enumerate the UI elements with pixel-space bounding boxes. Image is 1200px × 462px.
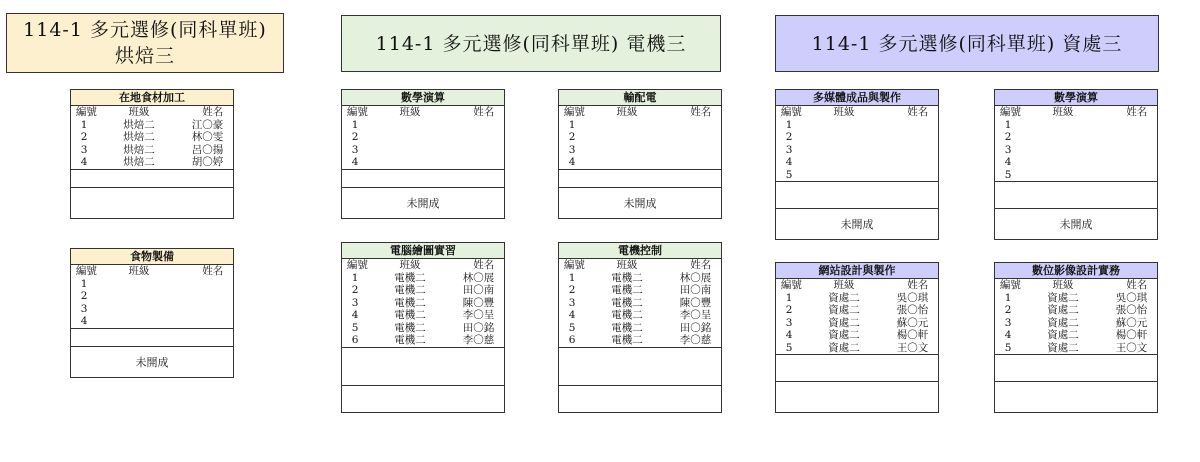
row-student bbox=[1095, 119, 1157, 132]
table-row bbox=[559, 272, 721, 285]
row-student: 張〇怡 bbox=[1115, 304, 1148, 316]
status-note bbox=[71, 187, 233, 218]
table-row bbox=[559, 144, 721, 157]
col-number: 編號 bbox=[999, 106, 1021, 118]
row-student bbox=[659, 119, 721, 132]
row-student bbox=[1095, 131, 1157, 144]
row-student bbox=[876, 169, 938, 182]
row-number: 4 bbox=[342, 156, 378, 169]
table-row bbox=[342, 297, 504, 310]
row-class bbox=[595, 131, 660, 144]
status-note bbox=[559, 385, 721, 412]
row-class: 電機二 bbox=[394, 309, 426, 321]
row-class: 電機二 bbox=[394, 271, 426, 284]
table-row bbox=[776, 329, 938, 342]
row-student bbox=[876, 144, 938, 157]
col-name: 姓名 bbox=[907, 279, 929, 291]
row-number: 2 bbox=[1004, 304, 1012, 316]
col-number: 編號 bbox=[75, 265, 97, 277]
table-row bbox=[71, 131, 233, 144]
header-baking bbox=[6, 13, 284, 73]
course-title: 電機控制 bbox=[559, 243, 721, 259]
row-student: 林〇雯 bbox=[191, 131, 224, 143]
row-number: 4 bbox=[1004, 329, 1012, 341]
row-number: 4 bbox=[559, 156, 595, 169]
status-note: 未開成 bbox=[995, 208, 1157, 239]
table-row bbox=[342, 322, 504, 335]
col-name: 姓名 bbox=[690, 259, 712, 271]
table-row bbox=[995, 169, 1157, 182]
row-student: 田〇銘 bbox=[462, 321, 495, 334]
header-baking-line1: 114-1 多元選修(同科單班) bbox=[23, 19, 267, 41]
col-class: 班級 bbox=[833, 106, 855, 118]
status-note bbox=[776, 381, 938, 412]
row-student bbox=[442, 156, 504, 169]
row-class bbox=[812, 144, 877, 157]
status-note: 未開成 bbox=[71, 346, 233, 377]
course-title: 數位影像設計實務 bbox=[995, 263, 1157, 279]
status-note: 未開成 bbox=[776, 208, 938, 239]
table-row bbox=[71, 278, 233, 291]
table-row bbox=[995, 329, 1157, 342]
row-student bbox=[442, 119, 504, 132]
table-row bbox=[342, 284, 504, 297]
row-student: 田〇銘 bbox=[679, 321, 712, 334]
row-number: 1 bbox=[80, 277, 88, 290]
row-student bbox=[1095, 169, 1157, 182]
row-number: 3 bbox=[1004, 143, 1012, 156]
row-student: 張〇怡 bbox=[896, 304, 929, 316]
table-row bbox=[71, 156, 233, 169]
row-class: 電機二 bbox=[611, 296, 643, 309]
course-card-food-prep bbox=[70, 248, 234, 378]
roster-table bbox=[559, 106, 721, 170]
course-card-el-math bbox=[341, 89, 505, 219]
status-note bbox=[342, 385, 504, 412]
row-class: 資處二 bbox=[828, 329, 860, 341]
row-number: 2 bbox=[80, 290, 88, 302]
table-row bbox=[342, 131, 504, 144]
table-row bbox=[995, 342, 1157, 355]
course-title: 輸配電 bbox=[559, 90, 721, 106]
row-number: 5 bbox=[995, 169, 1031, 182]
row-class bbox=[812, 156, 877, 169]
row-student bbox=[1095, 156, 1157, 169]
table-row bbox=[776, 144, 938, 157]
row-class bbox=[1031, 156, 1096, 169]
row-student: 李〇呈 bbox=[679, 309, 712, 321]
row-class bbox=[107, 303, 172, 316]
course-card-multimedia bbox=[775, 89, 939, 240]
col-name: 姓名 bbox=[202, 106, 224, 118]
row-student bbox=[442, 144, 504, 157]
row-student bbox=[659, 156, 721, 169]
col-class: 班級 bbox=[128, 106, 150, 118]
row-class: 資處二 bbox=[828, 304, 860, 316]
row-number: 1 bbox=[80, 118, 88, 131]
roster-table bbox=[559, 259, 721, 348]
row-number: 3 bbox=[351, 296, 359, 309]
row-number: 1 bbox=[785, 291, 793, 304]
course-title: 電腦繪圖實習 bbox=[342, 243, 504, 259]
row-student bbox=[1095, 144, 1157, 157]
row-class bbox=[1031, 119, 1096, 132]
row-number: 3 bbox=[80, 143, 88, 156]
row-student: 陳〇豐 bbox=[679, 296, 712, 309]
course-card-local-ingredients bbox=[70, 89, 234, 219]
row-number: 4 bbox=[351, 309, 359, 321]
row-number: 5 bbox=[351, 321, 359, 334]
row-student: 楊〇軒 bbox=[896, 329, 929, 341]
row-number: 6 bbox=[559, 334, 595, 347]
table-row bbox=[776, 292, 938, 305]
table-row bbox=[559, 284, 721, 297]
table-row bbox=[995, 317, 1157, 330]
roster-header-row bbox=[71, 265, 233, 278]
table-row bbox=[995, 304, 1157, 317]
row-class: 資處二 bbox=[828, 291, 860, 304]
table-row bbox=[342, 272, 504, 285]
table-row bbox=[71, 290, 233, 303]
header-electrical-title: 114-1 多元選修(同科單班) 電機三 bbox=[375, 32, 687, 55]
table-row bbox=[342, 309, 504, 322]
row-student: 李〇慈 bbox=[442, 334, 504, 347]
table-row bbox=[559, 131, 721, 144]
col-class: 班級 bbox=[399, 259, 421, 271]
row-class: 資處二 bbox=[828, 316, 860, 329]
row-class: 電機二 bbox=[595, 334, 660, 347]
status-note: 未開成 bbox=[342, 187, 504, 218]
row-number: 2 bbox=[351, 284, 359, 296]
row-number: 2 bbox=[80, 131, 88, 143]
row-class bbox=[1031, 144, 1096, 157]
col-name: 姓名 bbox=[1126, 279, 1148, 291]
col-name: 姓名 bbox=[473, 106, 495, 118]
row-number: 2 bbox=[785, 304, 793, 316]
row-student bbox=[171, 303, 233, 316]
roster-header-row bbox=[559, 106, 721, 119]
row-number: 5 bbox=[995, 342, 1031, 355]
table-row bbox=[71, 119, 233, 132]
row-class: 電機二 bbox=[611, 309, 643, 321]
row-class bbox=[107, 290, 172, 303]
row-class: 烘焙二 bbox=[107, 156, 172, 169]
course-title: 數學演算 bbox=[342, 90, 504, 106]
row-number: 3 bbox=[351, 143, 359, 156]
table-row bbox=[776, 131, 938, 144]
course-title: 在地食材加工 bbox=[71, 90, 233, 106]
row-student: 田〇南 bbox=[462, 284, 495, 296]
roster-header-row bbox=[995, 279, 1157, 292]
row-class bbox=[812, 119, 877, 132]
col-class: 班級 bbox=[616, 259, 638, 271]
row-class: 資處二 bbox=[1047, 329, 1079, 341]
course-title: 食物製備 bbox=[71, 249, 233, 265]
table-row bbox=[776, 156, 938, 169]
row-number: 3 bbox=[785, 143, 793, 156]
row-number: 1 bbox=[1004, 291, 1012, 304]
col-number: 編號 bbox=[563, 259, 585, 271]
roster-table bbox=[342, 259, 504, 348]
row-class: 烘焙二 bbox=[123, 131, 155, 143]
course-card-motor-control bbox=[558, 242, 722, 413]
row-class: 電機二 bbox=[394, 284, 426, 296]
row-class: 烘焙二 bbox=[123, 143, 155, 156]
row-student bbox=[659, 144, 721, 157]
roster-table bbox=[776, 279, 938, 355]
status-note bbox=[995, 381, 1157, 412]
row-number: 2 bbox=[568, 131, 576, 143]
course-card-web-design bbox=[775, 262, 939, 413]
roster-header-row bbox=[559, 259, 721, 272]
col-class: 班級 bbox=[1052, 106, 1074, 118]
col-class: 班級 bbox=[833, 279, 855, 291]
row-number: 1 bbox=[351, 118, 359, 131]
row-student: 王〇文 bbox=[876, 342, 938, 355]
roster-header-row bbox=[342, 259, 504, 272]
course-card-power-distribution bbox=[558, 89, 722, 219]
table-row bbox=[995, 119, 1157, 132]
col-name: 姓名 bbox=[202, 265, 224, 277]
row-number: 1 bbox=[568, 118, 576, 131]
row-class: 烘焙二 bbox=[123, 118, 155, 131]
row-number: 4 bbox=[785, 329, 793, 341]
row-class bbox=[107, 278, 172, 291]
row-number: 1 bbox=[1004, 118, 1012, 131]
row-class bbox=[595, 119, 660, 132]
table-row bbox=[342, 144, 504, 157]
table-row bbox=[342, 334, 504, 347]
row-class: 資處二 bbox=[1047, 316, 1079, 329]
table-row bbox=[559, 322, 721, 335]
table-row bbox=[559, 297, 721, 310]
table-row bbox=[776, 169, 938, 182]
row-student: 吳〇琪 bbox=[1115, 291, 1148, 304]
row-class bbox=[1031, 169, 1096, 182]
row-class bbox=[378, 119, 443, 132]
row-class: 資處二 bbox=[1047, 291, 1079, 304]
row-number: 1 bbox=[568, 271, 576, 284]
row-student bbox=[171, 278, 233, 291]
row-class bbox=[812, 131, 877, 144]
row-number: 5 bbox=[568, 321, 576, 334]
table-row bbox=[71, 303, 233, 316]
roster-header-row bbox=[71, 106, 233, 119]
row-class bbox=[595, 144, 660, 157]
row-student bbox=[171, 290, 233, 303]
col-number: 編號 bbox=[563, 106, 585, 118]
row-student: 林〇展 bbox=[462, 271, 495, 284]
table-row bbox=[71, 144, 233, 157]
table-row bbox=[342, 156, 504, 169]
row-number: 2 bbox=[785, 131, 793, 143]
table-row bbox=[342, 119, 504, 132]
row-class: 電機二 bbox=[611, 321, 643, 334]
col-number: 編號 bbox=[346, 106, 368, 118]
status-note: 未開成 bbox=[559, 187, 721, 218]
row-student: 田〇南 bbox=[679, 284, 712, 296]
col-name: 姓名 bbox=[907, 106, 929, 118]
col-number: 編號 bbox=[780, 279, 802, 291]
row-number: 2 bbox=[568, 284, 576, 296]
table-row bbox=[776, 317, 938, 330]
header-data-processing bbox=[775, 15, 1159, 72]
course-title: 網站設計與製作 bbox=[776, 263, 938, 279]
col-name: 姓名 bbox=[1126, 106, 1148, 118]
row-class bbox=[107, 315, 172, 328]
table-row bbox=[776, 119, 938, 132]
col-name: 姓名 bbox=[473, 259, 495, 271]
roster-table bbox=[995, 279, 1157, 355]
row-class bbox=[1031, 131, 1096, 144]
row-student bbox=[171, 315, 233, 328]
row-number: 1 bbox=[351, 271, 359, 284]
row-class bbox=[378, 156, 443, 169]
row-number: 3 bbox=[785, 316, 793, 329]
row-class: 電機二 bbox=[611, 284, 643, 296]
row-student: 林〇展 bbox=[679, 271, 712, 284]
roster-header-row bbox=[342, 106, 504, 119]
row-number: 3 bbox=[568, 143, 576, 156]
table-row bbox=[776, 304, 938, 317]
table-row bbox=[559, 156, 721, 169]
row-class: 電機二 bbox=[378, 334, 443, 347]
row-student: 蘇〇元 bbox=[896, 316, 929, 329]
table-row bbox=[995, 144, 1157, 157]
row-student: 李〇慈 bbox=[659, 334, 721, 347]
row-student: 江〇豪 bbox=[191, 118, 224, 131]
col-number: 編號 bbox=[75, 106, 97, 118]
row-student: 楊〇軒 bbox=[1115, 329, 1148, 341]
row-student bbox=[876, 131, 938, 144]
col-number: 編號 bbox=[780, 106, 802, 118]
table-row bbox=[559, 334, 721, 347]
col-name: 姓名 bbox=[690, 106, 712, 118]
row-student: 呂〇揚 bbox=[191, 143, 224, 156]
course-card-computer-drawing bbox=[341, 242, 505, 413]
row-student bbox=[659, 131, 721, 144]
roster-table bbox=[776, 106, 938, 182]
table-row bbox=[995, 131, 1157, 144]
roster-header-row bbox=[776, 279, 938, 292]
table-row bbox=[995, 292, 1157, 305]
header-baking-line2: 烘焙三 bbox=[114, 45, 175, 67]
row-class: 資處二 bbox=[1031, 342, 1096, 355]
row-number: 5 bbox=[776, 342, 812, 355]
row-number: 3 bbox=[1004, 316, 1012, 329]
row-class: 電機二 bbox=[611, 271, 643, 284]
row-number: 3 bbox=[568, 296, 576, 309]
row-student: 吳〇琪 bbox=[896, 291, 929, 304]
row-student bbox=[876, 156, 938, 169]
roster-table bbox=[71, 265, 233, 329]
col-number: 編號 bbox=[999, 279, 1021, 291]
row-class: 資處二 bbox=[1047, 304, 1079, 316]
row-class: 資處二 bbox=[812, 342, 877, 355]
col-class: 班級 bbox=[399, 106, 421, 118]
row-student bbox=[442, 131, 504, 144]
table-row bbox=[995, 156, 1157, 169]
row-class bbox=[812, 169, 877, 182]
roster-header-row bbox=[995, 106, 1157, 119]
row-class bbox=[378, 131, 443, 144]
row-class: 電機二 bbox=[394, 296, 426, 309]
row-number: 4 bbox=[785, 156, 793, 168]
row-number: 3 bbox=[80, 302, 88, 315]
row-number: 4 bbox=[1004, 156, 1012, 168]
row-number: 5 bbox=[776, 169, 812, 182]
course-title: 多媒體成品與製作 bbox=[776, 90, 938, 106]
roster-table bbox=[342, 106, 504, 170]
row-number: 4 bbox=[71, 315, 107, 328]
row-class bbox=[378, 144, 443, 157]
roster-table bbox=[995, 106, 1157, 182]
table-row bbox=[776, 342, 938, 355]
course-card-dp-math bbox=[994, 89, 1158, 240]
row-class bbox=[595, 156, 660, 169]
row-student: 王〇文 bbox=[1095, 342, 1157, 355]
row-student: 胡〇婷 bbox=[171, 156, 233, 169]
row-number: 1 bbox=[785, 118, 793, 131]
table-row bbox=[559, 119, 721, 132]
col-class: 班級 bbox=[1052, 279, 1074, 291]
row-student: 陳〇豐 bbox=[462, 296, 495, 309]
row-student: 蘇〇元 bbox=[1115, 316, 1148, 329]
table-row bbox=[559, 309, 721, 322]
row-class: 電機二 bbox=[394, 321, 426, 334]
header-data-title: 114-1 多元選修(同科單班) 資處三 bbox=[811, 32, 1123, 55]
table-row bbox=[71, 315, 233, 328]
col-number: 編號 bbox=[346, 259, 368, 271]
row-number: 2 bbox=[351, 131, 359, 143]
row-student bbox=[876, 119, 938, 132]
row-number: 6 bbox=[342, 334, 378, 347]
course-card-digital-imaging bbox=[994, 262, 1158, 413]
col-class: 班級 bbox=[616, 106, 638, 118]
row-number: 4 bbox=[71, 156, 107, 169]
col-class: 班級 bbox=[128, 265, 150, 277]
roster-header-row bbox=[776, 106, 938, 119]
roster-table bbox=[71, 106, 233, 170]
course-title: 數學演算 bbox=[995, 90, 1157, 106]
row-student: 李〇呈 bbox=[462, 309, 495, 321]
row-number: 2 bbox=[1004, 131, 1012, 143]
header-electrical bbox=[341, 15, 721, 72]
row-number: 4 bbox=[568, 309, 576, 321]
